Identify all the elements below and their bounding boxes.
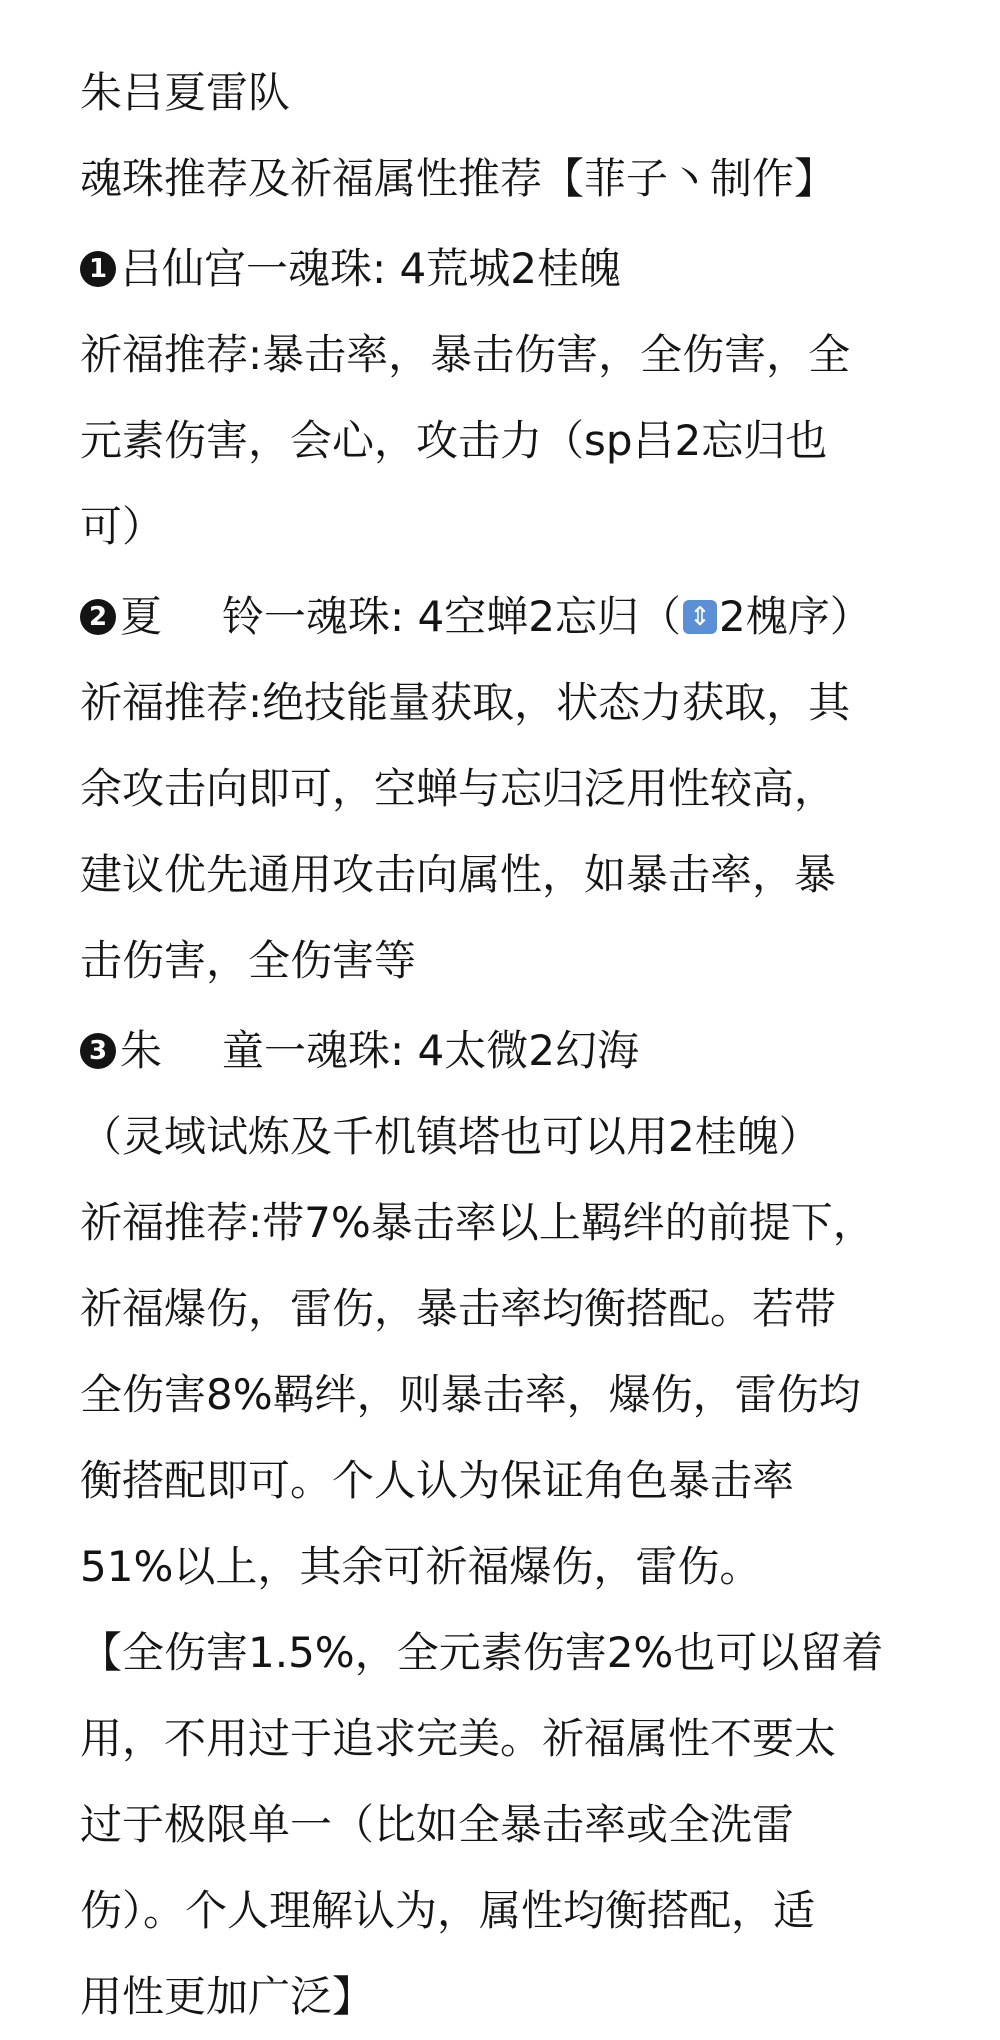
section-2-line: 击伤害，全伤害等 bbox=[80, 936, 417, 985]
subtitle: 魂珠推荐及祈福属性推荐【菲子丶制作】 bbox=[80, 154, 837, 203]
section-3-heading bbox=[80, 1008, 940, 1094]
section-2-heading bbox=[80, 574, 940, 660]
section-1-line: 可） bbox=[80, 502, 165, 551]
section-3-line: 全伤害8%羁绊，则暴击率，爆伤，雷伤均 bbox=[80, 1370, 861, 1419]
number-badge-1: 1 bbox=[80, 251, 116, 287]
number-badge-3: 3 bbox=[80, 1033, 116, 1069]
section-3-line: （灵域试炼及千机镇塔也可以用2桂魄） bbox=[80, 1112, 821, 1161]
section-2-line: 建议优先通用攻击向属性，如暴击率，暴 bbox=[80, 850, 837, 899]
character-name-part-b: 童 bbox=[222, 1026, 265, 1075]
section-3-line: 用，不用过于追求完美。祈福属性不要太 bbox=[80, 1714, 837, 1763]
team-title: 朱吕夏雷队 bbox=[80, 68, 291, 117]
section-3-line: 用性更加广泛】 bbox=[80, 1972, 375, 2021]
character-name-part-b: 铃 bbox=[222, 592, 265, 641]
section-2-line: 余攻击向即可，空蝉与忘归泛用性较高， bbox=[80, 764, 837, 813]
section-3-line: 祈福爆伤，雷伤，暴击率均衡搭配。若带 bbox=[80, 1284, 837, 1333]
section-3-line: 51%以上，其余可祈福爆伤，雷伤。 bbox=[80, 1542, 762, 1591]
up-down-arrow-icon: ⇕ bbox=[683, 600, 717, 634]
character-name: 吕仙宫 bbox=[120, 244, 247, 293]
soul-orb-alt: 2槐序） bbox=[718, 592, 872, 641]
soul-orb-set: 一魂珠: 4空蝉2忘归（ bbox=[264, 592, 681, 641]
section-3-line: 衡搭配即可。个人认为保证角色暴击率 bbox=[80, 1456, 795, 1505]
character-name-part-a: 夏 bbox=[120, 592, 163, 641]
number-badge-2: 2 bbox=[80, 599, 116, 635]
section-3-line: 【全伤害1.5%，全元素伤害2%也可以留着 bbox=[80, 1628, 884, 1677]
section-2-line: 祈福推荐:绝技能量获取，状态力获取，其 bbox=[80, 678, 851, 727]
section-1-heading bbox=[80, 226, 940, 312]
section-3-line: 伤）。个人理解认为，属性均衡搭配，适 bbox=[80, 1886, 816, 1935]
character-name-part-a: 朱 bbox=[120, 1026, 163, 1075]
section-1-line: 祈福推荐:暴击率，暴击伤害，全伤害，全 bbox=[80, 330, 851, 379]
section-3-line: 祈福推荐:带7%暴击率以上羁绊的前提下， bbox=[80, 1198, 875, 1247]
section-3-line: 过于极限单一（比如全暴击率或全洗雷 bbox=[80, 1800, 795, 1849]
section-1-line: 元素伤害，会心，攻击力（sp吕2忘归也 bbox=[80, 416, 828, 465]
soul-orb-set: 一魂珠: 4太微2幻海 bbox=[264, 1026, 639, 1075]
soul-orb-set: 一魂珠: 4荒城2桂魄 bbox=[246, 244, 621, 293]
